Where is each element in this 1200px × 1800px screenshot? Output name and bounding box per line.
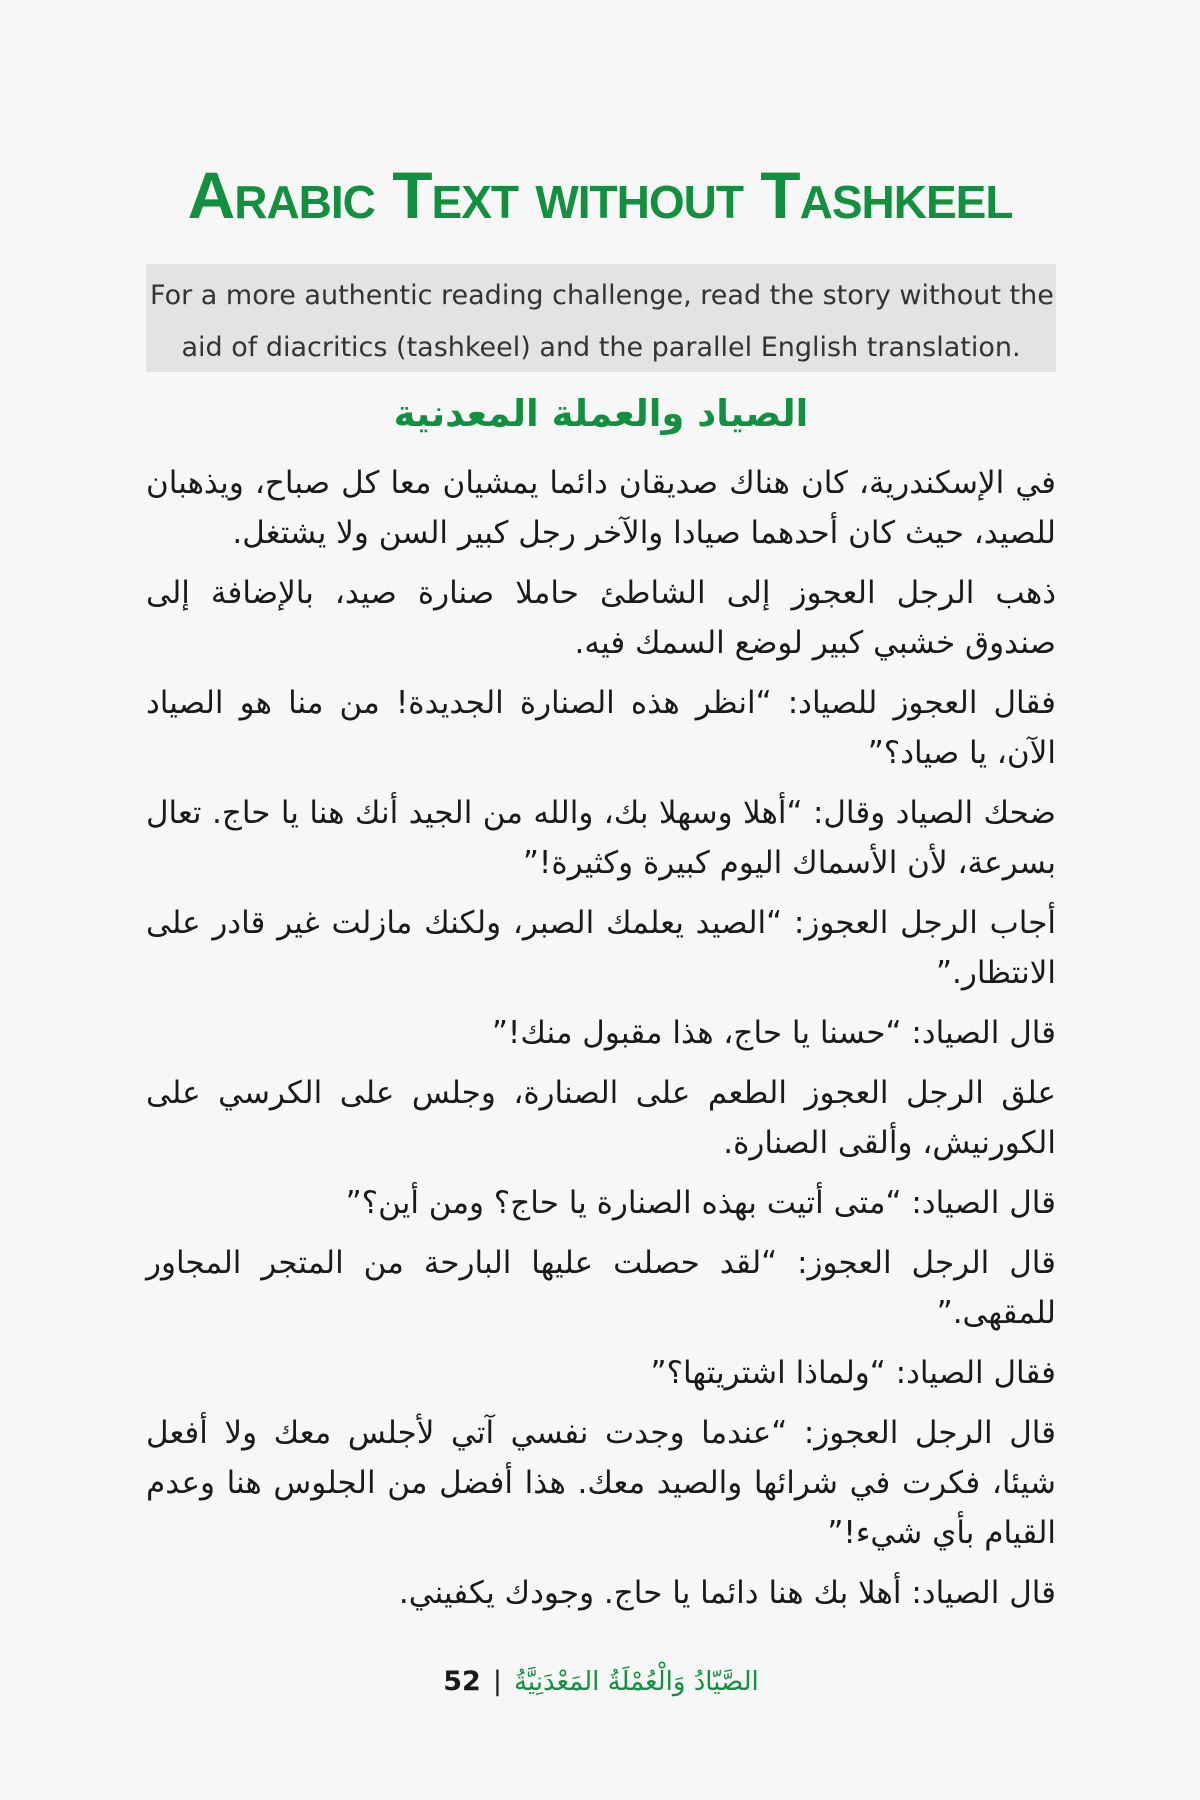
story-title: الصياد والعملة المعدنية	[393, 392, 809, 435]
story-paragraph: ضحك الصياد وقال: “أهلا وسهلا بك، والله من الجيد أنك هنا يا حاج. تعال بسرعة، لأن الأسماك اليوم كبيرة وكثيرة!”	[146, 795, 1056, 881]
story-paragraph: فقال الصياد: “ولماذا اشتريتها؟”	[650, 1355, 1056, 1391]
story-paragraph: قال الصياد: “متى أتيت بهذه الصنارة يا حاج؟ ومن أين؟”	[345, 1185, 1056, 1221]
story-paragraph: علق الرجل العجوز الطعم على الصنارة، وجلس على الكرسي على الكورنيش، وألقى الصنارة.	[146, 1075, 1056, 1161]
story-paragraph: أجاب الرجل العجوز: “الصيد يعلمك الصبر، ولكنك مازلت غير قادر على الانتظار.”	[146, 905, 1056, 991]
page-number: 52	[443, 1666, 481, 1697]
page-footer	[146, 1660, 1056, 1704]
story-paragraph: ذهب الرجل العجوز إلى الشاطئ حاملا صنارة صيد، بالإضافة إلى صندوق خشبي كبير لوضع السمك فيه.	[146, 575, 1056, 661]
story-text	[146, 458, 1056, 1628]
footer-separator: |	[492, 1666, 502, 1697]
story-paragraph: قال الرجل العجوز: “عندما وجدت نفسي آتي لأجلس معك ولا أفعل شيئا، فكرت في شرائها والصيد معك. هذا أفضل من الجلوس هنا وعدم القيام بأي شيء!”	[146, 1415, 1056, 1551]
story-paragraph: قال الصياد: “حسنا يا حاج، هذا مقبول منك!”	[491, 1015, 1056, 1051]
story-paragraph: قال الرجل العجوز: “لقد حصلت عليها البارحة من المتجر المجاور للمقهى.”	[146, 1245, 1056, 1331]
story-paragraph: في الإسكندرية، كان هناك صديقان دائما يمشيان معا كل صباح، ويذهبان للصيد، حيث كان أحدهما صيادا والآخر رجل كبير السن ولا يشتغل.	[146, 465, 1056, 551]
footer-book-title: الصَّيّادُ وَالْعُمْلَةُ المَعْدَنِيَّةُ	[513, 1667, 759, 1697]
story-paragraph: فقال العجوز للصياد: “انظر هذه الصنارة الجديدة! من منا هو الصياد الآن، يا صياد؟”	[146, 685, 1056, 771]
reading-note-line-2: aid of diacritics (tashkeel) and the parallel English translation.	[181, 332, 1021, 363]
page-heading: Arabic Text without Tashkeel	[187, 158, 1013, 232]
reading-note-line-1: For a more authentic reading challenge, read the story without the	[150, 280, 1054, 311]
story-paragraph: قال الصياد: أهلا بك هنا دائما يا حاج. وجودك يكفيني.	[398, 1575, 1056, 1611]
reading-note-box	[146, 264, 1056, 372]
